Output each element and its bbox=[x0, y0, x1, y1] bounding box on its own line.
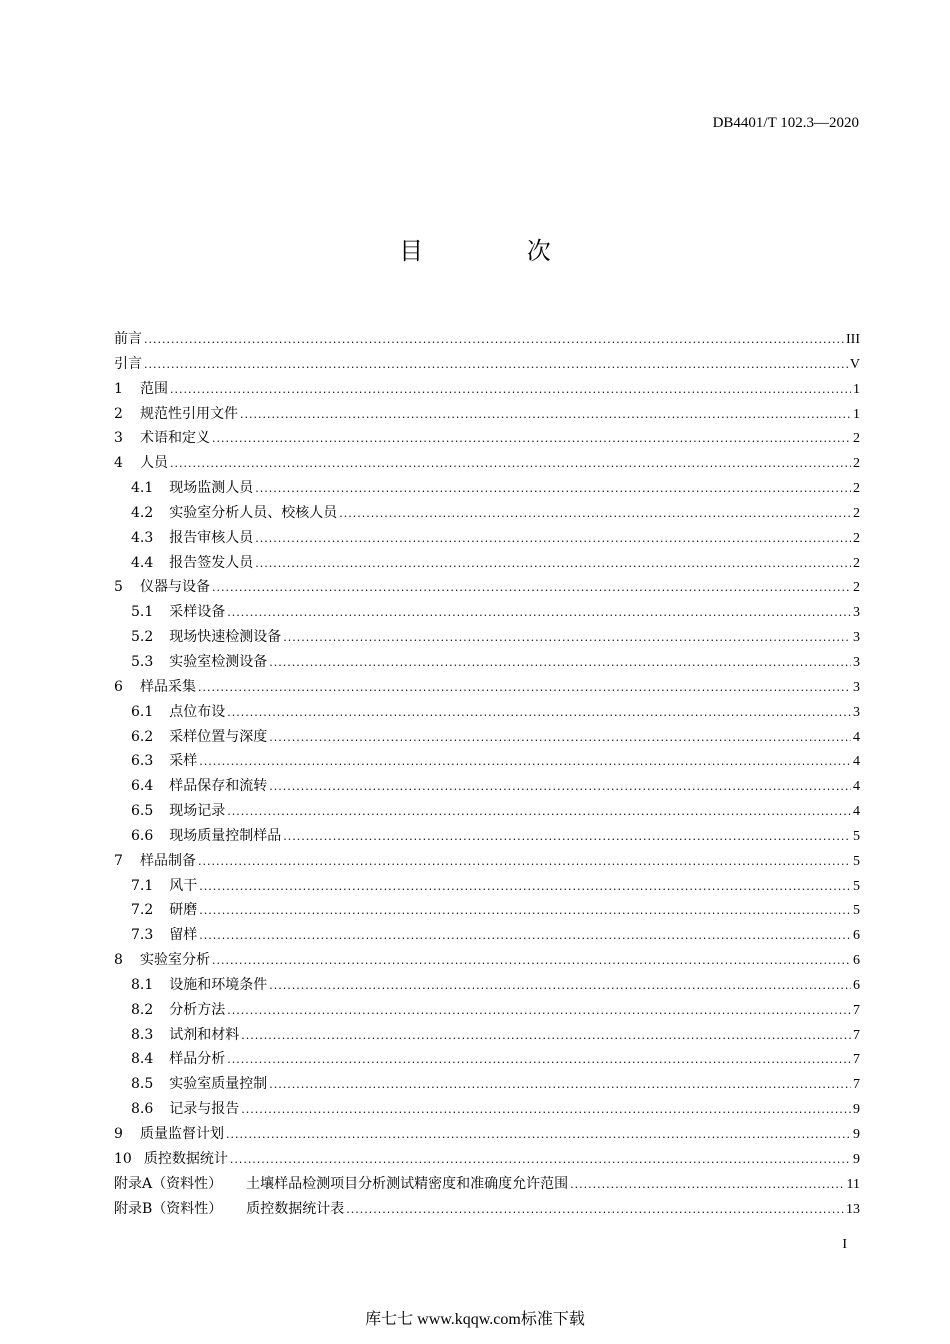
toc-dot-leader bbox=[255, 552, 851, 577]
toc-entry[interactable] bbox=[114, 824, 860, 849]
toc-page-number: 2 bbox=[853, 580, 860, 596]
toc-section-number: 5.3 bbox=[131, 653, 154, 670]
toc-entry[interactable] bbox=[114, 700, 860, 725]
toc-page-number: 1 bbox=[853, 381, 860, 397]
toc-section-number: 4 bbox=[114, 455, 123, 472]
toc-entry-label: 实验室分析人员、校核人员 bbox=[169, 504, 338, 521]
toc-entry[interactable] bbox=[114, 426, 860, 451]
toc-entry-label: 设施和环境条件 bbox=[169, 976, 268, 993]
toc-page-number: 2 bbox=[853, 505, 860, 521]
toc-entry[interactable] bbox=[114, 749, 860, 774]
toc-section-number: 8.5 bbox=[131, 1076, 154, 1093]
toc-dot-leader bbox=[570, 1173, 844, 1198]
toc-section-number: 6 bbox=[114, 678, 123, 695]
toc-page-number: 2 bbox=[853, 555, 860, 571]
toc-entry[interactable] bbox=[114, 352, 860, 377]
toc-page-number: 2 bbox=[853, 530, 860, 546]
toc-section-number: 7.3 bbox=[131, 927, 154, 944]
toc-entry-label: 规范性引用文件 bbox=[140, 405, 238, 422]
toc-page-number: 5 bbox=[853, 828, 860, 844]
toc-entry[interactable] bbox=[114, 551, 860, 576]
toc-page-number: 11 bbox=[846, 1176, 860, 1192]
toc-page-number: 9 bbox=[853, 1102, 860, 1118]
toc-section-number: 8.4 bbox=[131, 1051, 154, 1068]
toc-entry-label: 土壤样品检测项目分析测试精密度和准确度允许范围 bbox=[246, 1175, 569, 1192]
toc-dot-leader bbox=[227, 999, 851, 1024]
toc-entry[interactable] bbox=[114, 1172, 860, 1197]
toc-page-number: 7 bbox=[853, 1052, 860, 1068]
toc-section-number: 1 bbox=[114, 380, 123, 397]
toc-dot-leader bbox=[230, 1148, 851, 1173]
toc-entry[interactable] bbox=[114, 402, 860, 427]
toc-entry[interactable] bbox=[114, 575, 860, 600]
toc-entry-label: 样品分析 bbox=[169, 1051, 226, 1068]
toc-entry[interactable] bbox=[114, 526, 860, 551]
toc-entry-label: 质量监督计划 bbox=[140, 1126, 224, 1142]
toc-entry-label: 现场快速检测设备 bbox=[169, 629, 282, 646]
toc-section-number: 6.5 bbox=[131, 803, 154, 820]
toc-dot-leader bbox=[144, 328, 844, 353]
toc-dot-leader bbox=[170, 378, 851, 403]
toc-entry[interactable] bbox=[114, 1122, 860, 1147]
toc-page-number: 6 bbox=[853, 977, 860, 993]
toc-entry[interactable] bbox=[114, 625, 860, 650]
toc-section-number: 6.6 bbox=[131, 827, 154, 844]
toc-appendix-prefix: 附录B（资料性） bbox=[114, 1200, 223, 1217]
toc-dot-leader bbox=[255, 477, 851, 502]
toc-dot-leader bbox=[269, 775, 851, 800]
toc-entry-label: 前言 bbox=[114, 331, 142, 347]
toc-page-number: 6 bbox=[853, 928, 860, 944]
toc-dot-leader bbox=[269, 974, 851, 999]
toc-entry-label: 采样设备 bbox=[169, 604, 226, 621]
toc-dot-leader bbox=[339, 502, 851, 527]
toc-entry[interactable] bbox=[114, 451, 860, 476]
toc-entry[interactable] bbox=[114, 774, 860, 799]
toc-page-number: 1 bbox=[853, 406, 860, 422]
toc-entry[interactable] bbox=[114, 1047, 860, 1072]
toc-entry-label: 质控数据统计 bbox=[143, 1150, 228, 1167]
toc-page-number: 9 bbox=[853, 1127, 860, 1142]
toc-entry[interactable] bbox=[114, 600, 860, 625]
toc-entry-label: 人员 bbox=[140, 455, 168, 472]
toc-dot-leader bbox=[212, 427, 851, 452]
toc-section-number: 8.1 bbox=[131, 976, 154, 993]
footer-watermark: 库七七 www.kqqw.com标准下载 bbox=[365, 1311, 585, 1328]
toc-section-number: 8.2 bbox=[131, 1001, 154, 1018]
toc-page-number: 3 bbox=[853, 679, 860, 695]
toc-section-number: 10 bbox=[114, 1150, 132, 1167]
toc-page-number: 3 bbox=[853, 605, 860, 621]
toc-entry-label: 仪器与设备 bbox=[140, 579, 210, 596]
toc-section-number: 8.3 bbox=[131, 1026, 154, 1043]
toc-page-number: 5 bbox=[853, 903, 860, 919]
toc-dot-leader bbox=[269, 726, 851, 751]
toc-entry-label: 术语和定义 bbox=[140, 430, 210, 447]
toc-dot-leader bbox=[269, 651, 851, 676]
toc-page-number: V bbox=[849, 356, 860, 372]
toc-entry-label: 样品保存和流转 bbox=[169, 778, 268, 795]
toc-dot-leader bbox=[212, 576, 851, 601]
toc-dot-leader bbox=[269, 1073, 851, 1098]
toc-page-number: 7 bbox=[853, 1002, 860, 1018]
toc-entry-label: 引言 bbox=[114, 355, 142, 372]
toc-entry-label: 留样 bbox=[169, 927, 198, 944]
toc-entry-label: 实验室检测设备 bbox=[169, 653, 268, 670]
toc-section-number: 2 bbox=[114, 405, 123, 422]
toc-section-number: 3 bbox=[114, 430, 123, 447]
toc-page-number: 7 bbox=[853, 1077, 860, 1093]
toc-section-number: 7.1 bbox=[131, 877, 154, 894]
page-number: I bbox=[842, 1237, 847, 1252]
toc-page-number: 2 bbox=[853, 481, 860, 497]
toc-entry-label: 实验室分析 bbox=[140, 952, 210, 969]
toc-entry-label: 点位布设 bbox=[169, 703, 226, 720]
toc-dot-leader bbox=[199, 750, 851, 775]
toc-entry[interactable] bbox=[114, 650, 860, 675]
toc-entry[interactable] bbox=[114, 1197, 860, 1222]
toc-page-number: III bbox=[846, 332, 860, 347]
toc-dot-leader bbox=[241, 1024, 851, 1049]
toc-entry[interactable] bbox=[114, 898, 860, 923]
toc-entry-label: 采样位置与深度 bbox=[169, 728, 268, 745]
toc-dot-leader bbox=[212, 949, 851, 974]
toc-section-number: 6.4 bbox=[131, 778, 154, 795]
toc-page-number: 5 bbox=[853, 878, 860, 894]
toc-dot-leader bbox=[170, 452, 851, 477]
toc-entry-label: 范围 bbox=[140, 380, 168, 397]
toc-page-number: 13 bbox=[846, 1201, 860, 1217]
toc-dot-leader bbox=[227, 800, 851, 825]
toc-section-number: 7 bbox=[114, 852, 123, 869]
toc-page-number: 6 bbox=[853, 953, 860, 969]
toc-dot-leader bbox=[283, 626, 851, 651]
toc-entry-label: 分析方法 bbox=[169, 1001, 226, 1018]
toc-entry-label: 报告签发人员 bbox=[169, 554, 254, 571]
toc-entry[interactable] bbox=[114, 923, 860, 948]
toc-dot-leader bbox=[346, 1198, 844, 1223]
toc-entry[interactable] bbox=[114, 327, 860, 352]
toc-entry-label: 现场监测人员 bbox=[169, 480, 254, 497]
toc-entry-label: 报告审核人员 bbox=[169, 529, 254, 546]
toc-page-number: 3 bbox=[853, 704, 860, 720]
page-title: 目 次 bbox=[399, 237, 599, 265]
toc-dot-leader bbox=[255, 527, 851, 552]
toc-section-number: 4.4 bbox=[131, 554, 154, 571]
toc-entry-label: 现场记录 bbox=[169, 803, 226, 820]
toc-dot-leader bbox=[227, 601, 851, 626]
toc-entry[interactable] bbox=[114, 799, 860, 824]
toc-entry[interactable] bbox=[114, 874, 860, 899]
toc-dot-leader bbox=[240, 403, 851, 428]
toc-section-number: 4.2 bbox=[131, 504, 154, 521]
toc-entry[interactable] bbox=[114, 1097, 860, 1122]
toc-dot-leader bbox=[283, 825, 851, 850]
toc-entry-label: 样品制备 bbox=[140, 852, 196, 869]
toc-section-number: 6.3 bbox=[131, 753, 154, 770]
toc-entry[interactable] bbox=[114, 725, 860, 750]
toc-entry-label: 采样 bbox=[169, 753, 198, 770]
toc-entry[interactable] bbox=[114, 377, 860, 402]
toc-entry[interactable] bbox=[114, 501, 860, 526]
toc-dot-leader bbox=[199, 875, 851, 900]
toc-page-number: 3 bbox=[853, 630, 860, 646]
toc-section-number: 8.6 bbox=[131, 1101, 154, 1118]
toc-section-number: 6.1 bbox=[131, 703, 154, 720]
toc-dot-leader bbox=[144, 353, 848, 378]
toc-section-number: 4.1 bbox=[131, 480, 154, 497]
toc-entry[interactable] bbox=[114, 948, 860, 973]
toc-dot-leader bbox=[227, 701, 851, 726]
table-of-contents bbox=[114, 327, 860, 1221]
toc-page-number: 4 bbox=[853, 754, 860, 770]
toc-section-number: 4.3 bbox=[131, 529, 154, 546]
toc-section-number: 9 bbox=[114, 1126, 123, 1142]
toc-entry-label: 记录与报告 bbox=[169, 1101, 240, 1118]
toc-section-number: 5 bbox=[114, 579, 123, 596]
toc-entry-label: 样品采集 bbox=[140, 678, 196, 695]
toc-dot-leader bbox=[198, 676, 851, 701]
toc-entry[interactable] bbox=[114, 1023, 860, 1048]
toc-section-number: 5.2 bbox=[131, 629, 154, 646]
toc-entry-label: 研磨 bbox=[169, 902, 198, 919]
toc-page-number: 2 bbox=[853, 456, 860, 472]
toc-entry-label: 实验室质量控制 bbox=[169, 1076, 268, 1093]
toc-dot-leader bbox=[226, 1123, 851, 1148]
toc-entry-label: 质控数据统计表 bbox=[246, 1200, 345, 1217]
toc-section-number: 5.1 bbox=[131, 604, 154, 621]
toc-dot-leader bbox=[227, 1048, 851, 1073]
toc-dot-leader bbox=[199, 924, 851, 949]
toc-entry[interactable] bbox=[114, 973, 860, 998]
toc-page-number: 7 bbox=[853, 1027, 860, 1043]
toc-entry[interactable] bbox=[114, 1147, 860, 1172]
toc-section-number: 6.2 bbox=[131, 728, 154, 745]
toc-entry[interactable] bbox=[114, 1072, 860, 1097]
toc-entry-label: 试剂和材料 bbox=[169, 1026, 240, 1043]
toc-entry[interactable] bbox=[114, 675, 860, 700]
toc-page-number: 4 bbox=[853, 779, 860, 795]
toc-page-number: 9 bbox=[853, 1151, 860, 1167]
toc-entry[interactable] bbox=[114, 998, 860, 1023]
toc-page-number: 5 bbox=[853, 853, 860, 869]
toc-dot-leader bbox=[199, 899, 851, 924]
toc-dot-leader bbox=[241, 1098, 851, 1123]
toc-page-number: 3 bbox=[853, 654, 860, 670]
toc-section-number: 8 bbox=[114, 952, 123, 969]
toc-entry[interactable] bbox=[114, 849, 860, 874]
toc-entry-label: 现场质量控制样品 bbox=[169, 827, 282, 844]
toc-entry-label: 风干 bbox=[169, 877, 198, 894]
toc-page-number: 2 bbox=[853, 431, 860, 447]
toc-page-number: 4 bbox=[853, 729, 860, 745]
toc-page-number: 4 bbox=[853, 804, 860, 820]
toc-dot-leader bbox=[198, 850, 851, 875]
toc-appendix-prefix: 附录A（资料性） bbox=[114, 1175, 223, 1192]
toc-entry[interactable] bbox=[114, 476, 860, 501]
document-code: DB4401/T 102.3—2020 bbox=[712, 115, 859, 131]
toc-section-number: 7.2 bbox=[131, 902, 154, 919]
